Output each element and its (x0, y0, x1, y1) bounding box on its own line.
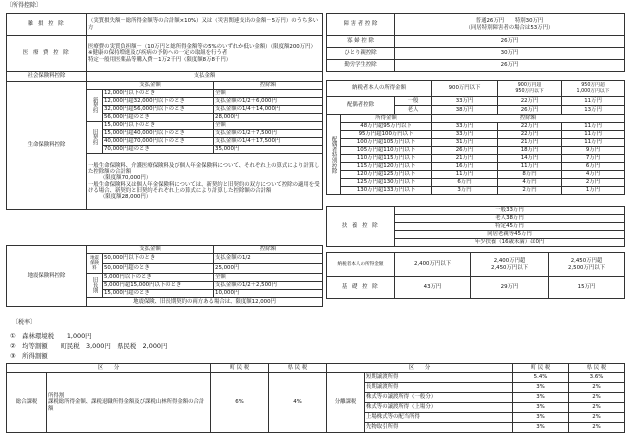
cell: 12,000円以下のとき (103, 90, 214, 98)
item-number: ③ (10, 352, 16, 360)
cell: 40,000円超70,000円以下のとき (103, 138, 214, 146)
cell: 支払金額の1/2 (214, 254, 323, 264)
cell: 50,000円超のとき (103, 264, 214, 274)
row-content: 30万円 (395, 48, 625, 60)
cell: 株式等の譲渡所得（上場分） (365, 403, 513, 413)
cell: 3% (513, 393, 569, 403)
cell: 3万円 (432, 187, 498, 195)
row-label: ひとり親控除 (327, 48, 395, 60)
cell: 5.4% (513, 373, 569, 383)
content-line: 医療費の実質負担額－（10万円と総所得金額等の5%のいずれか低い金額）（限度額200万円） (88, 44, 316, 51)
right-top-table (326, 13, 625, 72)
old-long-term-label: 旧長期 (87, 274, 103, 298)
table-row (327, 187, 625, 195)
table-row (327, 277, 625, 299)
cell: 4万円 (498, 179, 562, 187)
basic-table (326, 252, 625, 299)
cell: 一般 (395, 97, 432, 106)
col-header: 県 民 税 (269, 364, 327, 373)
table-row (327, 163, 625, 171)
col-header: 控除額 (214, 82, 323, 90)
cell: 5,000円以下のとき (103, 274, 214, 282)
cell: 支払金額の1/2＋7,500円 (214, 130, 323, 138)
cell: 全額 (214, 90, 323, 98)
cell: 18万円 (498, 147, 562, 155)
town-rate: 6% (211, 373, 269, 433)
earthquake-table (6, 245, 323, 307)
table-row (7, 14, 323, 36)
cell: 8万円 (498, 171, 562, 179)
cell: 先物取引所得 (365, 423, 513, 433)
col-header: 区 分 (7, 364, 211, 373)
content-line: 課税総所得金額、課税退職所得金額及び課税山林所得金額の合計額 (48, 399, 205, 412)
item-text: 所得割額 (22, 352, 48, 360)
cell: 22万円 (498, 131, 562, 139)
cell: 15,000円超40,000円以下のとき (103, 130, 214, 138)
col-header: 2,400万円以下 (395, 253, 471, 277)
cell: 5,000円超15,000円以下のとき (103, 282, 214, 290)
earthquake-label: 地震保険料控除 (7, 246, 87, 307)
content-line: 普通26万円 特別30万円 (475, 18, 544, 25)
cell: 16万円 (432, 163, 498, 171)
item-text: 均等割額 町民税 3,000円 県民税 2,000円 (22, 342, 168, 350)
col-header: 支払金額 (87, 246, 214, 254)
row-content: 26万円 (395, 36, 625, 48)
list-item (10, 351, 167, 361)
new-contract-label: 新契約 (87, 90, 103, 122)
cell: 29万円 (471, 277, 549, 299)
table-row (7, 246, 323, 254)
cell: 22万円 (498, 97, 562, 106)
cell: 105万円超110万円以下 (341, 147, 432, 155)
col-header: 町 民 税 (513, 364, 569, 373)
cell: 3% (513, 383, 569, 393)
cell: 125万円超130万円以下 (341, 179, 432, 187)
cell: 13万円 (562, 106, 625, 115)
separate-tax-label: 分離課税 (327, 373, 365, 433)
old-contract-label: 旧契約 (87, 122, 103, 154)
row-content (395, 14, 625, 36)
note: （限度額70,000円） (100, 175, 152, 182)
cell: 7万円 (562, 155, 625, 163)
row-content (87, 36, 323, 72)
table-row (327, 48, 625, 60)
left-top-table (6, 13, 323, 82)
cell: 11万円 (562, 131, 625, 139)
col-header: 控除額 (214, 246, 323, 254)
table-row (327, 147, 625, 155)
cell: 48万円超95万円以下 (341, 123, 432, 131)
table-row (7, 364, 625, 373)
content-line: ※健康の保持増進及び疾病の予防への一定の取組を行う者 (88, 50, 228, 57)
col-header: 控除額 (432, 115, 625, 123)
cell: 33万円 (432, 97, 498, 106)
cell: 11万円 (498, 163, 562, 171)
cell: 14万円 (498, 155, 562, 163)
spouse-label: 配偶者控除 (327, 97, 395, 115)
cell: 25,000円 (214, 264, 323, 274)
table-row (327, 253, 625, 277)
tax-rate-title: 〔税率〕 (12, 319, 37, 326)
cell: 11万円 (432, 171, 498, 179)
cell: 4万円 (562, 171, 625, 179)
table-row (327, 14, 625, 36)
cell: 32,000円超56,000円以下のとき (103, 106, 214, 114)
cell: 同居老親等45万円 (395, 231, 625, 239)
cell: 100万円超105万円以下 (341, 139, 432, 147)
table-row (7, 36, 323, 72)
cell: 特定45万円 (395, 223, 625, 231)
note: 一般生命保険料、介護医療保険料及び個人年金保険料について、それぞれ上の算式により計算した控除額の合計額 (88, 162, 320, 176)
cell: 2% (569, 413, 625, 423)
cell: 21万円 (432, 155, 498, 163)
cell: 支払金額の1/4＋17,500円 (214, 138, 323, 146)
cell: 56,000円超のとき (103, 114, 214, 122)
col-header: 納税者本人の所得金額 (327, 81, 432, 97)
cell: 43万円 (395, 277, 471, 299)
row-content: 26万円 (395, 60, 625, 72)
col-header: 2,450万円超 2,500万円以下 (549, 253, 625, 277)
col-header: 所得金額 (341, 115, 432, 123)
table-row (7, 373, 625, 383)
table-row (327, 207, 625, 215)
basic-label: 基 礎 控 除 (327, 277, 395, 299)
pref-rate: 4% (269, 373, 327, 433)
col-header: 900万円超 950万円以下 (498, 81, 562, 97)
cell: 3% (513, 423, 569, 433)
item-text: 森林環境税 1,000円 (22, 332, 92, 340)
table-row (327, 81, 625, 97)
table-row (7, 72, 323, 82)
cell: 全額 (214, 274, 323, 282)
cell: 38万円 (432, 106, 498, 115)
table-row (327, 60, 625, 72)
cell: 35,000円 (214, 146, 323, 154)
cell: 年少扶養（16歳未満）は0円 (395, 239, 625, 247)
cell: 老人 (395, 106, 432, 115)
item-number: ① (10, 332, 16, 340)
cell: 70,000円超のとき (103, 146, 214, 154)
list-item (10, 341, 167, 351)
cell: 支払金額の1/2＋2,500円 (214, 282, 323, 290)
cell: 120万円超125万円以下 (341, 171, 432, 179)
row-label: 雑 損 控 除 (7, 14, 87, 36)
spouse-table (326, 80, 625, 195)
cell: 10,000円 (214, 290, 323, 298)
row-label: 勤労学生控除 (327, 60, 395, 72)
cell: 上場株式等の配当所得 (365, 413, 513, 423)
row-label: 障 害 者 控 除 (327, 14, 395, 36)
cell: 2万円 (562, 179, 625, 187)
table-row (327, 179, 625, 187)
cell: 一般33万円 (395, 207, 625, 215)
col-header: 950万円超 1,000万円以下 (562, 81, 625, 97)
earthquake-note: 地震保険、旧長期契約の両方ある場合は、限度額12,000円 (87, 298, 323, 307)
tax-rate-table (6, 363, 625, 433)
cell: 33万円 (432, 123, 498, 131)
cell: 短期譲渡所得 (365, 373, 513, 383)
cell: 9万円 (562, 147, 625, 155)
cell: 28,000円 (214, 114, 323, 122)
cell: 3% (513, 403, 569, 413)
cell: 老人38万円 (395, 215, 625, 223)
cell: 11万円 (562, 97, 625, 106)
row-label: 寡 婦 控 除 (327, 36, 395, 48)
row-label: 社会保険料控除 (7, 72, 87, 82)
col-header: 町 民 税 (211, 364, 269, 373)
cell: 支払金額の1/2＋6,000円 (214, 98, 323, 106)
cell: 15万円 (549, 277, 625, 299)
cell: 115万円超120万円以下 (341, 163, 432, 171)
cell: 31万円 (432, 139, 498, 147)
cell: 株式等の譲渡所得（一般分） (365, 393, 513, 403)
notes-cell (87, 154, 323, 210)
table-row (327, 155, 625, 163)
cell: 15,000円超のとき (103, 290, 214, 298)
col-header: 区 分 (327, 364, 513, 373)
row-content: 支払金額 (87, 72, 323, 82)
cell: 15,000円以下のとき (103, 122, 214, 130)
col-header: 支払金額 (87, 82, 214, 90)
table-row (327, 123, 625, 131)
life-insurance-label: 生命保険料控除 (7, 82, 87, 210)
note: 一般生命保険料又は個人年金保険料については、新契約と旧契約の双方について控除の適用を受ける場合、新契約と旧契約それぞれ上の算式により計算した控除額の合計額 (88, 181, 320, 194)
row-content: （実質損失額－総所得金額等の合計額×10%）又は（災害関連支出の金額－5万円）のうち多い方 (87, 14, 323, 36)
item-number: ② (10, 342, 16, 350)
spouse-special-label: 配偶者特別控除 (327, 115, 341, 195)
table-row (327, 115, 625, 123)
row-label: 医 療 費 控 除 (7, 36, 87, 72)
cell: 95万円超100万円以下 (341, 131, 432, 139)
cell: 6万円 (432, 179, 498, 187)
cell: 長期譲渡所得 (365, 383, 513, 393)
cell: 2% (569, 403, 625, 413)
table-row (327, 139, 625, 147)
cell: 2% (569, 423, 625, 433)
content-line: 特定一般用医薬品等購入費－1万2千円（限度額8万8千円） (88, 56, 232, 63)
section-title: 〔所得控除〕 (6, 2, 43, 9)
cell: 全額 (214, 122, 323, 130)
content-line: （同居特別障害者の場合は53万円） (465, 24, 554, 31)
cell: 1万円 (562, 187, 625, 195)
cell: 3% (513, 413, 569, 423)
list-item (10, 331, 167, 341)
table-row (327, 97, 625, 106)
cell: 2万円 (498, 187, 562, 195)
dependent-label: 扶 養 控 除 (327, 207, 395, 247)
tax-rate-items (10, 331, 167, 361)
table-row (7, 82, 323, 90)
table-row (327, 171, 625, 179)
cell: 2% (569, 393, 625, 403)
table-row (327, 36, 625, 48)
content-line: 所得割 (48, 393, 65, 400)
cell: 3.6% (569, 373, 625, 383)
general-tax-content (47, 373, 211, 433)
quake-premium-label: 地震保険料 (87, 254, 103, 274)
cell: 6万円 (562, 163, 625, 171)
cell: 110万円超115万円以下 (341, 155, 432, 163)
cell: 11万円 (562, 139, 625, 147)
cell: 130万円超133万円以下 (341, 187, 432, 195)
cell: 11万円 (562, 123, 625, 131)
note: （限度額28,000円） (100, 193, 152, 200)
col-header: 納税者本人の所得金額 (327, 253, 395, 277)
cell: 12,000円超32,000円以下のとき (103, 98, 214, 106)
cell: 支払金額の1/4＋14,000円 (214, 106, 323, 114)
col-header: 900万円以下 (432, 81, 498, 97)
col-header: 2,400万円超 2,450万円以下 (471, 253, 549, 277)
cell: 21万円 (498, 139, 562, 147)
dependent-table (326, 206, 625, 247)
cell: 50,000円以下のとき (103, 254, 214, 264)
col-header: 県 民 税 (569, 364, 625, 373)
cell: 22万円 (498, 123, 562, 131)
cell: 2% (569, 383, 625, 393)
cell: 26万円 (432, 147, 498, 155)
general-tax-label: 総合課税 (7, 373, 47, 433)
table-row (327, 131, 625, 139)
cell: 26万円 (498, 106, 562, 115)
cell: 33万円 (432, 131, 498, 139)
life-insurance-table (6, 81, 323, 210)
